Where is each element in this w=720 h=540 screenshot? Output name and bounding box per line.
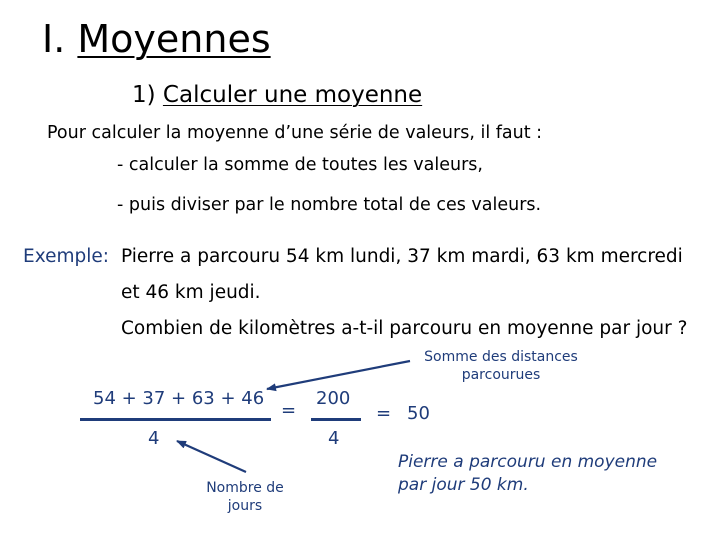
equals-sign-2: = bbox=[376, 403, 392, 424]
days-annotation-line-1: Nombre de bbox=[206, 480, 284, 496]
fraction-denominator: 4 bbox=[148, 428, 160, 449]
heading-number: I. bbox=[42, 17, 66, 61]
example-line-1: Pierre a parcouru 54 km lundi, 37 km mardi, 63 km mercredi bbox=[121, 246, 683, 267]
example-question: Combien de kilomètres a-t-il parcouru en moyenne par jour ? bbox=[121, 318, 688, 339]
fraction-numerator: 54 + 37 + 63 + 46 bbox=[93, 388, 265, 409]
example-label: Exemple: bbox=[23, 246, 109, 267]
step-sum: - calculer la somme de toutes les valeurs, bbox=[117, 155, 483, 175]
conclusion-line-2: par jour 50 km. bbox=[398, 475, 529, 495]
conclusion-line-1: Pierre a parcouru en moyenne bbox=[398, 452, 658, 472]
sum-numerator: 200 bbox=[316, 388, 351, 409]
sum-denominator: 4 bbox=[328, 428, 340, 449]
result-value: 50 bbox=[407, 403, 430, 424]
step-divide: - puis diviser par le nombre total de ces valeurs. bbox=[117, 195, 542, 215]
subheading-title: Calculer une moyenne bbox=[162, 82, 423, 108]
heading-title: Moyennes bbox=[77, 17, 271, 61]
subheading-number: 1) bbox=[132, 82, 156, 108]
equals-sign-1: = bbox=[281, 400, 297, 421]
example-line-2: et 46 km jeudi. bbox=[121, 282, 261, 303]
sum-annotation-line-2: parcourues bbox=[461, 366, 541, 383]
sum-arrow bbox=[267, 361, 410, 389]
sum-annotation-line-1: Somme des distances bbox=[424, 349, 578, 365]
days-arrow bbox=[177, 441, 246, 472]
days-annotation-line-2: jours bbox=[227, 497, 263, 514]
intro-text: Pour calculer la moyenne d’une série de valeurs, il faut : bbox=[47, 123, 543, 143]
